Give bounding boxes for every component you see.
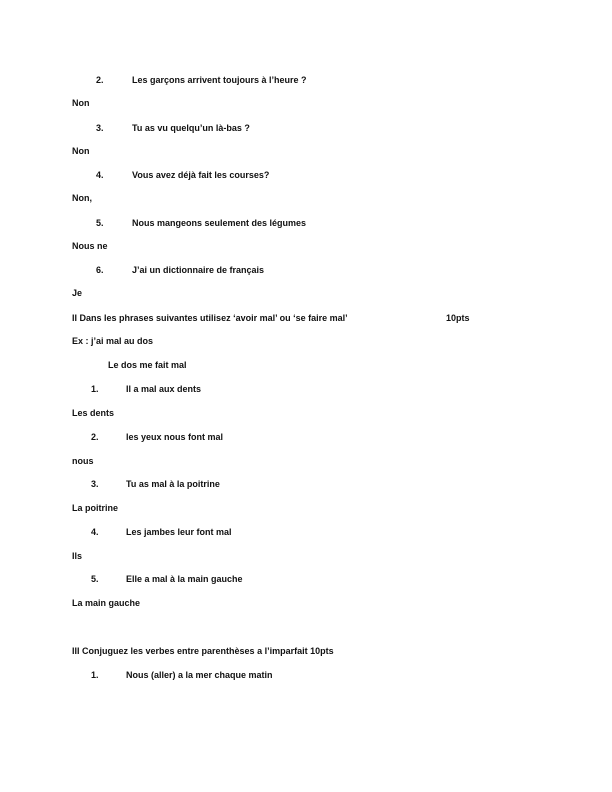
item-number: 1. [91, 670, 99, 680]
item-number: 5. [96, 217, 104, 228]
answer-line: La main gauche [72, 598, 141, 608]
item-number: 4. [96, 170, 104, 180]
section-heading: II Dans les phrases suivantes utilisez ‘avoir mal’ ou ‘se faire mal’ [72, 313, 348, 323]
item-question: Tu as mal à la poitrine [126, 479, 220, 489]
item-number: 5. [91, 574, 99, 584]
item-question: Il a mal aux dents [126, 384, 202, 394]
item-question: Les garçons arrivent toujours à l’heure ? [132, 75, 307, 85]
answer-line: La poitrine [72, 503, 119, 513]
item-number: 2. [96, 75, 104, 85]
answer-line: Nous ne [72, 240, 108, 251]
section-points: 10pts [446, 313, 470, 323]
item-number: 1. [91, 384, 99, 394]
answer-line: Non [72, 98, 90, 108]
item-question: les yeux nous font mal [126, 431, 224, 442]
item-question: Les jambes leur font mal [126, 526, 232, 537]
item-number: 2. [91, 431, 99, 442]
item-question: Tu as vu quelqu’un là-bas ? [132, 122, 250, 133]
item-question: Vous avez déjà fait les courses? [132, 170, 270, 180]
answer-line: nous [72, 455, 94, 466]
item-number: 3. [91, 479, 99, 489]
answer-line: Les dents [72, 408, 115, 418]
example-text: Ex : j’ai mal au dos [72, 336, 154, 346]
example-answer: Le dos me fait mal [108, 360, 187, 370]
item-question: Elle a mal à la main gauche [126, 574, 243, 584]
item-number: 3. [96, 122, 104, 133]
item-question: Nous mangeons seulement des légumes [132, 217, 307, 228]
answer-line: Je [72, 288, 83, 298]
answer-line: Non, [72, 193, 92, 203]
answer-line: Non [72, 145, 90, 156]
item-number: 6. [96, 265, 104, 275]
item-question: Nous (aller) a la mer chaque matin [126, 670, 273, 680]
item-number: 4. [91, 526, 99, 537]
section-heading: III Conjuguez les verbes entre parenthèses a l’imparfait 10pts [72, 646, 334, 656]
item-question: J’ai un dictionnaire de français [132, 265, 265, 275]
answer-line: Ils [72, 550, 83, 561]
